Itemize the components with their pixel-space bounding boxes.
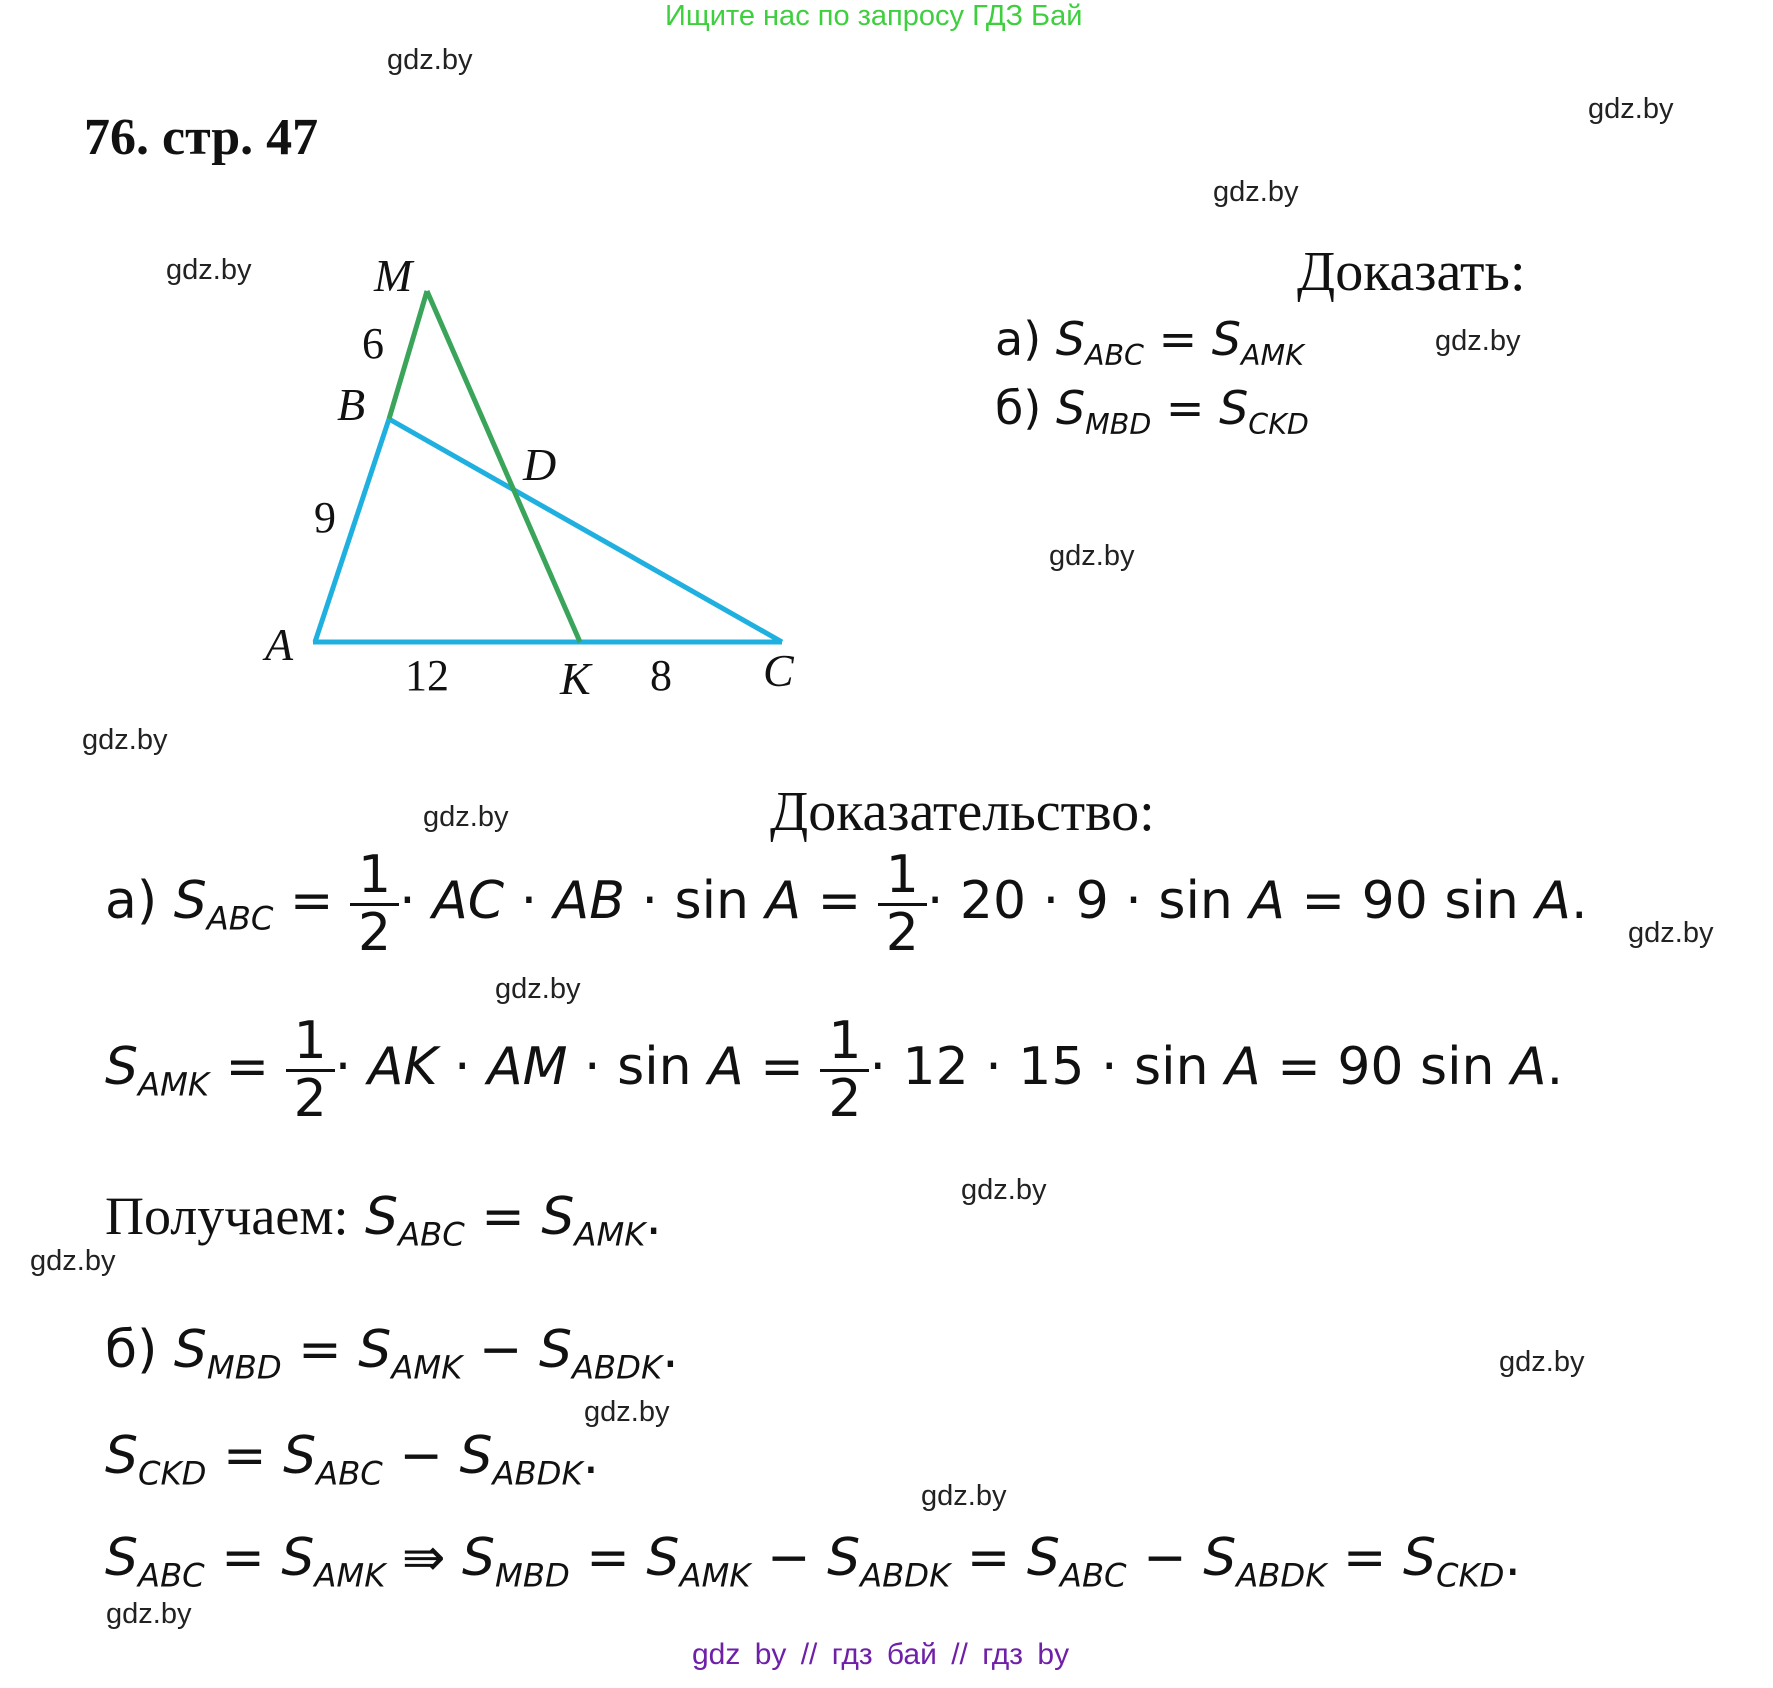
- watermark: gdz.by: [1213, 176, 1299, 208]
- watermark: gdz.by: [387, 44, 473, 76]
- prove-b-label: б): [995, 381, 1042, 435]
- watermark: gdz.by: [1435, 325, 1521, 357]
- point-label-b: B: [337, 379, 366, 430]
- watermark: gdz.by: [961, 1174, 1047, 1206]
- point-label-k: K: [560, 653, 591, 704]
- bottom-banner: gdz by // гдз бай // гдз by: [692, 1638, 1070, 1671]
- triangle-figure: [0, 0, 900, 720]
- segment-bc: [389, 419, 782, 642]
- proof-conclusion-a: Получаем: $S_{ABC} = S_{AMK}$.: [105, 1186, 662, 1254]
- watermark: gdz.by: [921, 1480, 1007, 1512]
- watermark: gdz.by: [106, 1598, 192, 1630]
- length-mb: 6: [362, 319, 384, 368]
- segment-mk: [427, 291, 580, 642]
- watermark: gdz.by: [1628, 917, 1714, 949]
- watermark: gdz.by: [495, 973, 581, 1005]
- top-banner: Ищите нас по запросу ГДЗ Бай: [665, 0, 1083, 32]
- watermark: gdz.by: [1049, 540, 1135, 572]
- point-label-c: C: [763, 645, 794, 696]
- watermark: gdz.by: [584, 1396, 670, 1428]
- prove-heading: Доказать:: [1297, 241, 1526, 303]
- point-label-d: D: [523, 439, 557, 490]
- fraction: $\frac{1}{2}$: [824, 1014, 865, 1126]
- point-label-a: A: [265, 619, 294, 670]
- proof-b-label: б): [105, 1320, 158, 1380]
- proof-heading: Доказательство:: [770, 781, 1155, 843]
- watermark: gdz.by: [423, 801, 509, 833]
- proof-line-b2: $S_{CKD} = S_{ABC} - S_{ABDK}$.: [105, 1426, 600, 1493]
- watermark: gdz.by: [82, 724, 168, 756]
- watermark: gdz.by: [30, 1245, 116, 1277]
- fraction: $\frac{1}{2}$: [882, 848, 923, 960]
- watermark: gdz.by: [1499, 1346, 1585, 1378]
- prove-statement-a: а) $S_{ABC} = S_{AMK}$: [995, 312, 1304, 372]
- length-ak: 12: [405, 651, 449, 700]
- length-kc: 8: [650, 651, 672, 700]
- fraction: $\frac{1}{2}$: [354, 848, 395, 960]
- fraction: $\frac{1}{2}$: [290, 1014, 331, 1126]
- proof-line-b1: б) $S_{MBD} = S_{AMK} - S_{ABDK}$.: [105, 1320, 679, 1387]
- proof-line-a2: $S_{AMK}$ = $\frac{1}{2}$ · AK · AM · sin A = $\frac{1}{2}$ · 12 · 15 · sin A = 90 sin A.: [105, 1011, 1564, 1129]
- proof-line-a1: а) $S_{ABC}$ = $\frac{1}{2}$ · AC · AB · sin A = $\frac{1}{2}$ · 20 · 9 · sin A = 90 sin A.: [105, 845, 1588, 963]
- point-label-m: M: [374, 250, 413, 301]
- obtain-label: Получаем:: [105, 1186, 349, 1246]
- segment-mb: [389, 291, 427, 419]
- problem-title: 76. стр. 47: [84, 109, 319, 166]
- prove-a-label: а): [995, 312, 1042, 366]
- watermark: gdz.by: [166, 254, 252, 286]
- proof-a-label: а): [105, 871, 158, 932]
- proof-line-b3: $S_{ABC} = S_{AMK}$ ⇛ $S_{MBD} = S_{AMK} - S_{ABDK} = S_{ABC} - S_{ABDK} = S_{CKD}$.: [105, 1528, 1522, 1595]
- watermark: gdz.by: [1588, 93, 1674, 125]
- length-ba: 9: [314, 493, 336, 542]
- prove-statement-b: б) $S_{MBD} = S_{CKD}$: [995, 381, 1309, 441]
